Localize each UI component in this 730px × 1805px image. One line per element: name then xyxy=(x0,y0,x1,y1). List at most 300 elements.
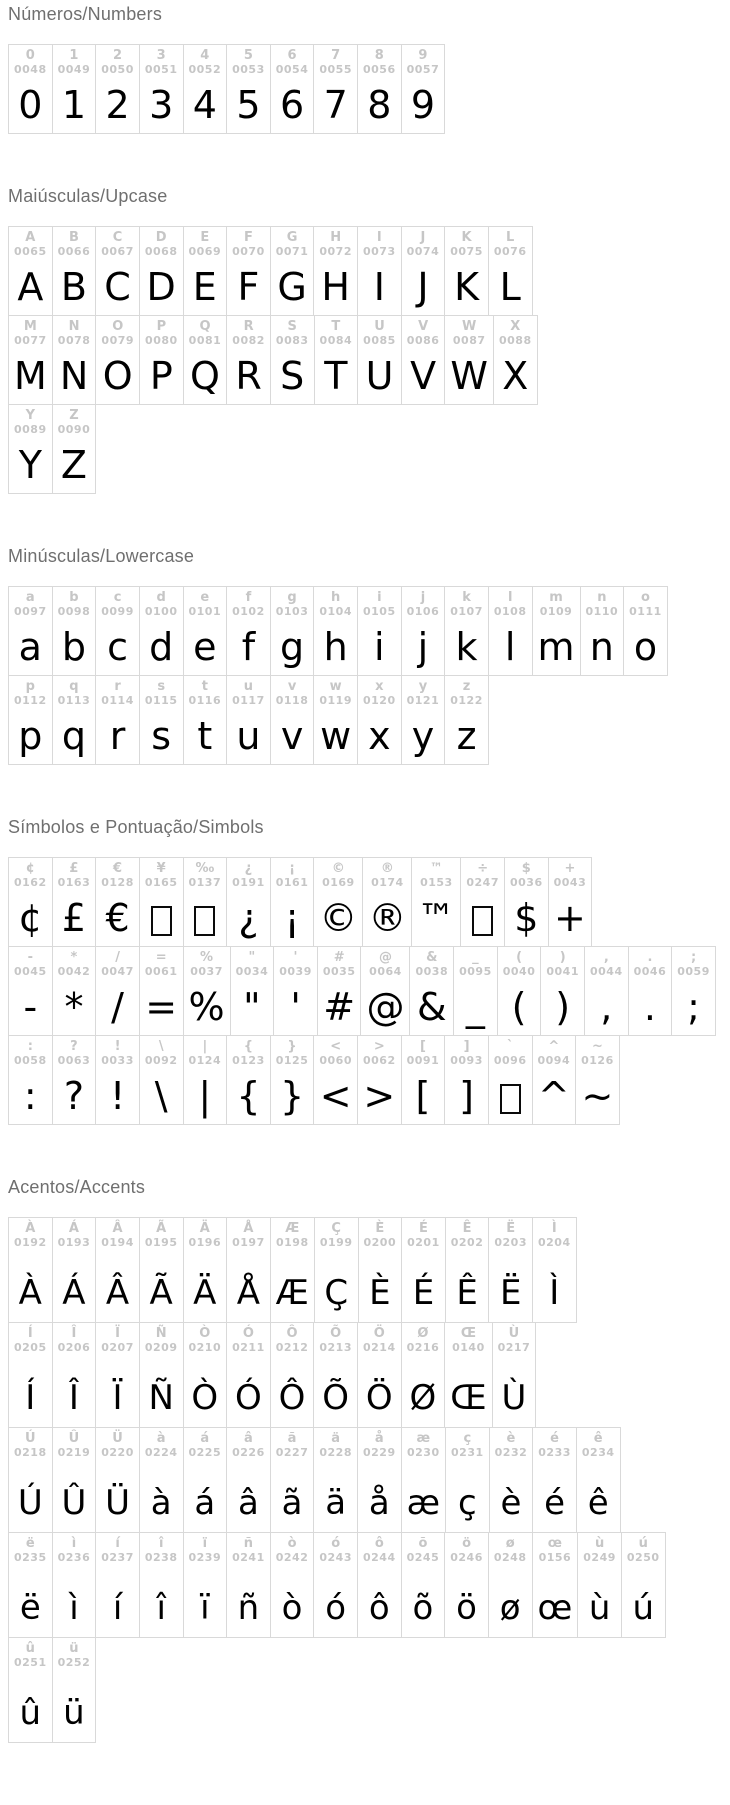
cell-label xyxy=(510,862,543,889)
glyph-cell xyxy=(139,947,183,1035)
glyph-cell xyxy=(52,1218,96,1322)
cell-label xyxy=(363,231,396,258)
glyph-cell xyxy=(314,1218,358,1322)
cell-glyph: v xyxy=(280,714,304,758)
cell-char-label: ¿ xyxy=(244,861,253,876)
cell-label xyxy=(189,591,222,618)
cell-glyph: Ó xyxy=(235,1378,262,1418)
glyph-cell xyxy=(401,1428,445,1532)
cell-char-label: N xyxy=(68,319,80,334)
cell-glyph: ô xyxy=(368,1588,390,1628)
glyph-cell xyxy=(401,316,445,404)
cell-code-label: 0235 xyxy=(14,1551,47,1565)
glyph-cell xyxy=(357,1533,401,1637)
cell-glyph: < xyxy=(319,1074,352,1118)
cell-label xyxy=(189,1040,222,1067)
glyph-cell xyxy=(52,947,96,1035)
cell-code-label: 0061 xyxy=(144,965,178,979)
glyph-cell xyxy=(95,45,139,133)
glyph-cell xyxy=(52,227,96,315)
cell-code-label: 0099 xyxy=(101,605,134,619)
cell-code-label: 0230 xyxy=(407,1446,440,1460)
cell-glyph: Î xyxy=(68,1378,79,1418)
cell-code-label: 0201 xyxy=(407,1236,440,1250)
cell-label xyxy=(58,1222,91,1249)
cell-glyph: b xyxy=(61,625,86,669)
cell-char-label: G xyxy=(286,230,298,245)
cell-char-label: à xyxy=(156,1431,166,1446)
cell-char-label: Í xyxy=(27,1326,33,1341)
cell-code-label: 0040 xyxy=(502,965,536,979)
cell-char-label: : xyxy=(27,1039,33,1054)
cell-char-label: { xyxy=(243,1039,254,1054)
cell-char-label: A xyxy=(25,230,36,245)
cell-code-label: 0097 xyxy=(14,605,47,619)
cell-code-label: 0191 xyxy=(232,876,265,890)
cell-glyph: Ç xyxy=(324,1273,349,1313)
cell-char-label: Ù xyxy=(508,1326,520,1341)
cell-glyph: Ü xyxy=(105,1483,130,1523)
cell-code-label: 0242 xyxy=(275,1551,309,1565)
cell-glyph: [ xyxy=(415,1074,431,1118)
cell-label xyxy=(494,591,527,618)
cell-code-label: 0244 xyxy=(363,1551,396,1565)
cell-label xyxy=(145,231,178,258)
glyph-cell xyxy=(313,676,357,764)
cell-char-label: Ö xyxy=(373,1326,385,1341)
cell-label xyxy=(450,231,483,258)
cell-char-label: ó xyxy=(331,1536,341,1551)
glyph-cell xyxy=(401,1323,445,1427)
cell-glyph: ] xyxy=(459,1074,474,1118)
cell-label xyxy=(363,1040,396,1067)
cell-char-label: D xyxy=(155,230,167,245)
cell-char-label: 7 xyxy=(331,48,341,63)
cell-char-label: K xyxy=(461,230,472,245)
cell-glyph: ö xyxy=(456,1588,477,1628)
cell-char-label: X xyxy=(510,319,521,334)
glyph-cell xyxy=(532,1428,576,1532)
cell-code-label: 0200 xyxy=(363,1236,397,1250)
cell-code-label: 0113 xyxy=(57,694,91,708)
glyph-cell xyxy=(444,676,488,764)
cell-glyph: h xyxy=(323,625,348,669)
cell-glyph: ë xyxy=(19,1588,41,1628)
cell-glyph: W xyxy=(450,354,488,398)
cell-label xyxy=(14,320,47,347)
glyph-cell xyxy=(226,1036,270,1124)
cell-label xyxy=(14,1222,47,1249)
cell-code-label: 0060 xyxy=(319,1054,352,1068)
cell-code-label: 0037 xyxy=(190,965,223,979)
cell-code-label: 0041 xyxy=(546,965,579,979)
cell-label xyxy=(232,1327,265,1354)
cell-glyph: ç xyxy=(457,1483,477,1523)
glyph-row xyxy=(8,1035,620,1125)
cell-glyph: 1 xyxy=(61,83,87,127)
cell-char-label: Õ xyxy=(330,1326,342,1341)
cell-char-label: ê xyxy=(593,1431,603,1446)
cell-glyph: F xyxy=(237,265,260,309)
glyph-cell xyxy=(362,858,411,946)
cell-code-label: 0219 xyxy=(57,1446,91,1460)
cell-label xyxy=(546,951,579,978)
cell-label xyxy=(407,680,440,707)
glyph-cell xyxy=(183,1323,227,1427)
cell-char-label: ö xyxy=(462,1536,472,1551)
cell-code-label: 0120 xyxy=(363,694,396,708)
cell-char-label: j xyxy=(420,590,426,605)
cell-char-label: Ç xyxy=(331,1221,341,1236)
cell-char-label: ~ xyxy=(591,1039,603,1054)
glyph-cell xyxy=(139,1428,183,1532)
cell-char-label: ô xyxy=(374,1536,384,1551)
cell-label xyxy=(407,1040,440,1067)
cell-code-label: 0044 xyxy=(589,965,623,979)
cell-label xyxy=(407,231,440,258)
cell-char-label: Ô xyxy=(286,1326,298,1341)
cell-label xyxy=(232,231,265,258)
glyph-cell xyxy=(52,316,96,404)
glyph-cell xyxy=(270,227,314,315)
cell-glyph: Æ xyxy=(275,1273,309,1313)
cell-label xyxy=(145,1040,178,1067)
cell-glyph: Á xyxy=(62,1273,86,1313)
glyph-cell xyxy=(226,1323,270,1427)
cell-label xyxy=(319,1040,352,1067)
cell-code-label: 0067 xyxy=(101,245,134,259)
glyph-row xyxy=(8,1217,577,1323)
cell-code-label: 0252 xyxy=(57,1656,91,1670)
cell-char-label: _ xyxy=(472,950,479,965)
cell-glyph: P xyxy=(149,354,173,398)
glyph-cell xyxy=(358,1218,402,1322)
glyph-row xyxy=(8,857,592,947)
cell-label xyxy=(369,951,402,978)
cell-glyph: Ã xyxy=(149,1273,173,1313)
cell-char-label: ; xyxy=(690,950,697,965)
cell-glyph: ì xyxy=(69,1588,79,1628)
glyph-cell xyxy=(226,1218,270,1322)
cell-glyph: æ xyxy=(406,1483,441,1523)
cell-label xyxy=(498,1327,531,1354)
cell-char-label: Ã xyxy=(156,1221,167,1236)
cell-glyph: e xyxy=(193,625,217,669)
cell-char-label: ñ xyxy=(243,1536,254,1551)
cell-label xyxy=(466,862,499,889)
cell-glyph: r xyxy=(109,714,126,758)
cell-char-label: ¢ xyxy=(25,861,35,876)
glyph-cell xyxy=(488,1036,532,1124)
glyph-cell xyxy=(139,1036,183,1124)
cell-code-label: 0088 xyxy=(499,334,532,348)
cell-char-label: Ï xyxy=(115,1326,120,1341)
cell-label xyxy=(583,1537,616,1564)
cell-char-label: Ú xyxy=(25,1431,36,1446)
cell-label xyxy=(145,1432,178,1459)
cell-label xyxy=(189,862,222,889)
glyph-cell xyxy=(313,858,362,946)
cell-char-label: £ xyxy=(69,861,79,876)
cell-code-label: 0106 xyxy=(406,605,440,619)
cell-label xyxy=(450,1537,483,1564)
cell-char-label: & xyxy=(426,950,438,965)
glyph-cell xyxy=(488,1533,532,1637)
section-title: Números/Numbers xyxy=(8,4,163,24)
cell-code-label: 0209 xyxy=(144,1341,178,1355)
glyph-cell xyxy=(532,1036,576,1124)
cell-glyph: ù xyxy=(588,1588,611,1628)
cell-label xyxy=(58,1432,91,1459)
cell-char-label: ø xyxy=(505,1536,515,1551)
cell-glyph: à xyxy=(150,1483,172,1523)
glyph-cell xyxy=(401,676,445,764)
cell-label xyxy=(677,951,710,978)
cell-code-label: 0212 xyxy=(275,1341,309,1355)
cell-code-label: 0206 xyxy=(57,1341,91,1355)
glyph-cell xyxy=(409,947,453,1035)
glyph-cell xyxy=(444,587,488,675)
cell-glyph: ï xyxy=(200,1588,210,1628)
glyph-cell xyxy=(445,1428,489,1532)
cell-code-label: 0245 xyxy=(406,1551,440,1565)
cell-label xyxy=(101,49,134,76)
cell-glyph: B xyxy=(60,265,87,309)
glyph-cell xyxy=(357,316,401,404)
cell-label xyxy=(276,862,309,889)
glyph-cell xyxy=(9,316,52,404)
cell-char-label: k xyxy=(462,590,471,605)
glyph-cell xyxy=(270,1533,314,1637)
cell-code-label: 0079 xyxy=(101,334,135,348)
glyph-cell xyxy=(9,947,52,1035)
cell-glyph: Œ xyxy=(450,1378,487,1418)
cell-code-label: 0193 xyxy=(57,1236,91,1250)
cell-char-label: c xyxy=(113,590,122,605)
cell-code-label: 0095 xyxy=(459,965,492,979)
cell-char-label: ç xyxy=(463,1431,472,1446)
cell-glyph: * xyxy=(64,985,84,1029)
cell-char-label: \ xyxy=(158,1039,164,1054)
glyph-cell xyxy=(52,1036,96,1124)
cell-code-label: 0233 xyxy=(538,1446,571,1460)
glyph-cell xyxy=(9,405,52,493)
cell-label xyxy=(145,49,178,76)
cell-label xyxy=(14,1327,47,1354)
cell-code-label: 0102 xyxy=(232,605,265,619)
glyph-cell xyxy=(270,1323,314,1427)
cell-glyph: , xyxy=(600,985,613,1029)
section-title: Acentos/Accents xyxy=(8,1177,146,1197)
cell-code-label: 0089 xyxy=(14,423,47,437)
cell-label xyxy=(319,1537,352,1564)
cell-label xyxy=(58,951,91,978)
cell-char-label: < xyxy=(330,1039,342,1054)
cell-code-label: 0034 xyxy=(235,965,269,979)
cell-char-label: ™ xyxy=(429,861,443,876)
section-acentos-accents xyxy=(8,1177,722,1743)
cell-code-label: 0118 xyxy=(275,694,309,708)
cell-label xyxy=(145,862,178,889)
cell-glyph: - xyxy=(23,985,38,1029)
cell-code-label: 0248 xyxy=(493,1551,527,1565)
cell-code-label: 0081 xyxy=(188,334,222,348)
glyph-cell xyxy=(273,947,317,1035)
cell-glyph: { xyxy=(236,1074,261,1118)
cell-char-label: Ì xyxy=(551,1221,557,1236)
cell-code-label: 0049 xyxy=(57,63,91,77)
cell-label xyxy=(363,1327,396,1354)
cell-glyph: ^ xyxy=(537,1074,570,1118)
cell-glyph: â xyxy=(238,1483,259,1523)
cell-label xyxy=(58,1642,91,1669)
cell-glyph: £ xyxy=(61,896,87,940)
cell-code-label: 0250 xyxy=(626,1551,660,1565)
cell-code-label: 0048 xyxy=(14,63,47,77)
cell-label xyxy=(539,1537,572,1564)
cell-char-label: C xyxy=(112,230,123,245)
cell-glyph: C xyxy=(104,265,131,309)
cell-label xyxy=(363,591,396,618)
missing-glyph-box xyxy=(194,906,215,936)
glyph-cell xyxy=(493,316,537,404)
cell-glyph: L xyxy=(499,265,521,309)
glyph-cell xyxy=(444,1036,488,1124)
cell-glyph: w xyxy=(320,714,352,758)
cell-label xyxy=(58,320,91,347)
cell-char-label: Ñ xyxy=(155,1326,167,1341)
cell-char-label: ù xyxy=(594,1536,605,1551)
cell-label xyxy=(319,1432,352,1459)
cell-char-label: î xyxy=(158,1536,164,1551)
cell-glyph: Û xyxy=(61,1483,87,1523)
cell-char-label: @ xyxy=(378,950,392,965)
cell-char-label: / xyxy=(115,950,120,965)
cell-code-label: 0237 xyxy=(101,1551,134,1565)
cell-code-label: 0109 xyxy=(539,605,573,619)
cell-glyph: 5 xyxy=(236,83,261,127)
cell-glyph: $ xyxy=(514,896,539,940)
cell-label xyxy=(189,1222,222,1249)
glyph-cell xyxy=(9,45,52,133)
cell-code-label: 0216 xyxy=(406,1341,440,1355)
cell-label xyxy=(363,320,396,347)
cell-code-label: 0046 xyxy=(633,965,667,979)
cell-char-label: p xyxy=(25,679,35,694)
cell-label xyxy=(14,409,47,436)
cell-code-label: 0053 xyxy=(232,63,265,77)
cell-code-label: 0076 xyxy=(493,245,527,259)
cell-glyph: | xyxy=(198,1074,212,1118)
cell-label xyxy=(232,1537,265,1564)
glyph-cell xyxy=(95,316,139,404)
glyph-cell xyxy=(401,45,445,133)
glyph-row xyxy=(8,315,538,405)
glyph-cell xyxy=(532,1218,576,1322)
glyph-cell xyxy=(357,587,401,675)
cell-label xyxy=(101,1327,134,1354)
cell-code-label: 0225 xyxy=(188,1446,222,1460)
cell-code-label: 0121 xyxy=(406,694,440,708)
cell-label xyxy=(451,1222,484,1249)
cell-label xyxy=(407,1222,440,1249)
cell-glyph: í xyxy=(112,1588,123,1628)
cell-code-label: 0224 xyxy=(144,1446,178,1460)
cell-char-label: R xyxy=(243,319,254,334)
cell-label xyxy=(145,591,178,618)
cell-label xyxy=(101,320,134,347)
cell-char-label: , xyxy=(603,950,609,965)
cell-code-label: 0163 xyxy=(57,876,91,890)
cell-char-label: ¡ xyxy=(289,861,296,876)
cell-glyph: ; xyxy=(687,985,700,1029)
cell-code-label: 0071 xyxy=(275,245,309,259)
cell-glyph: 3 xyxy=(149,83,174,127)
cell-char-label: J xyxy=(420,230,426,245)
cell-code-label: 0156 xyxy=(538,1551,572,1565)
glyph-cell xyxy=(52,1323,96,1427)
cell-char-label: 1 xyxy=(69,48,79,63)
cell-label xyxy=(581,1040,614,1067)
glyph-cell xyxy=(357,45,401,133)
cell-glyph: Ô xyxy=(278,1378,306,1418)
section-n-meros-numbers xyxy=(8,4,722,134)
cell-char-label: 0 xyxy=(25,48,35,63)
cell-glyph: j xyxy=(417,625,429,669)
cell-label xyxy=(407,49,440,76)
cell-code-label: 0194 xyxy=(101,1236,134,1250)
cell-char-label: - xyxy=(27,950,34,965)
cell-glyph: ( xyxy=(511,985,527,1029)
cell-label xyxy=(189,231,222,258)
cell-char-label: 5 xyxy=(243,48,253,63)
cell-char-label: € xyxy=(113,861,123,876)
glyph-cell xyxy=(488,587,532,675)
cell-code-label: 0238 xyxy=(144,1551,178,1565)
cell-glyph: ~ xyxy=(581,1074,614,1118)
cell-char-label: y xyxy=(418,679,428,694)
section-rows xyxy=(8,1217,722,1743)
cell-char-label: O xyxy=(112,319,124,334)
cell-char-label: l xyxy=(507,590,513,605)
cell-glyph: S xyxy=(280,354,305,398)
cell-glyph: G xyxy=(277,265,307,309)
cell-char-label: Å xyxy=(243,1221,254,1236)
cell-label xyxy=(189,1537,222,1564)
glyph-cell xyxy=(139,858,183,946)
cell-char-label: ‰ xyxy=(195,861,215,876)
cell-glyph: o xyxy=(633,625,658,669)
cell-glyph: ä xyxy=(325,1483,347,1523)
cell-glyph: î xyxy=(156,1588,166,1628)
cell-code-label: 0226 xyxy=(232,1446,265,1460)
cell-glyph: ¡ xyxy=(284,896,300,940)
cell-glyph: g xyxy=(280,625,305,669)
cell-label xyxy=(189,49,222,76)
cell-char-label: # xyxy=(333,950,345,965)
cell-label xyxy=(450,680,483,707)
cell-label xyxy=(14,1642,47,1669)
cell-char-label: S xyxy=(287,319,297,334)
cell-glyph: H xyxy=(321,265,350,309)
cell-char-label: * xyxy=(70,950,78,965)
cell-label xyxy=(189,320,222,347)
cell-code-label: 0062 xyxy=(363,1054,396,1068)
cell-code-label: 0100 xyxy=(144,605,178,619)
cell-glyph: œ xyxy=(537,1588,573,1628)
glyph-cell xyxy=(492,1323,536,1427)
cell-char-label: ÷ xyxy=(477,861,489,876)
